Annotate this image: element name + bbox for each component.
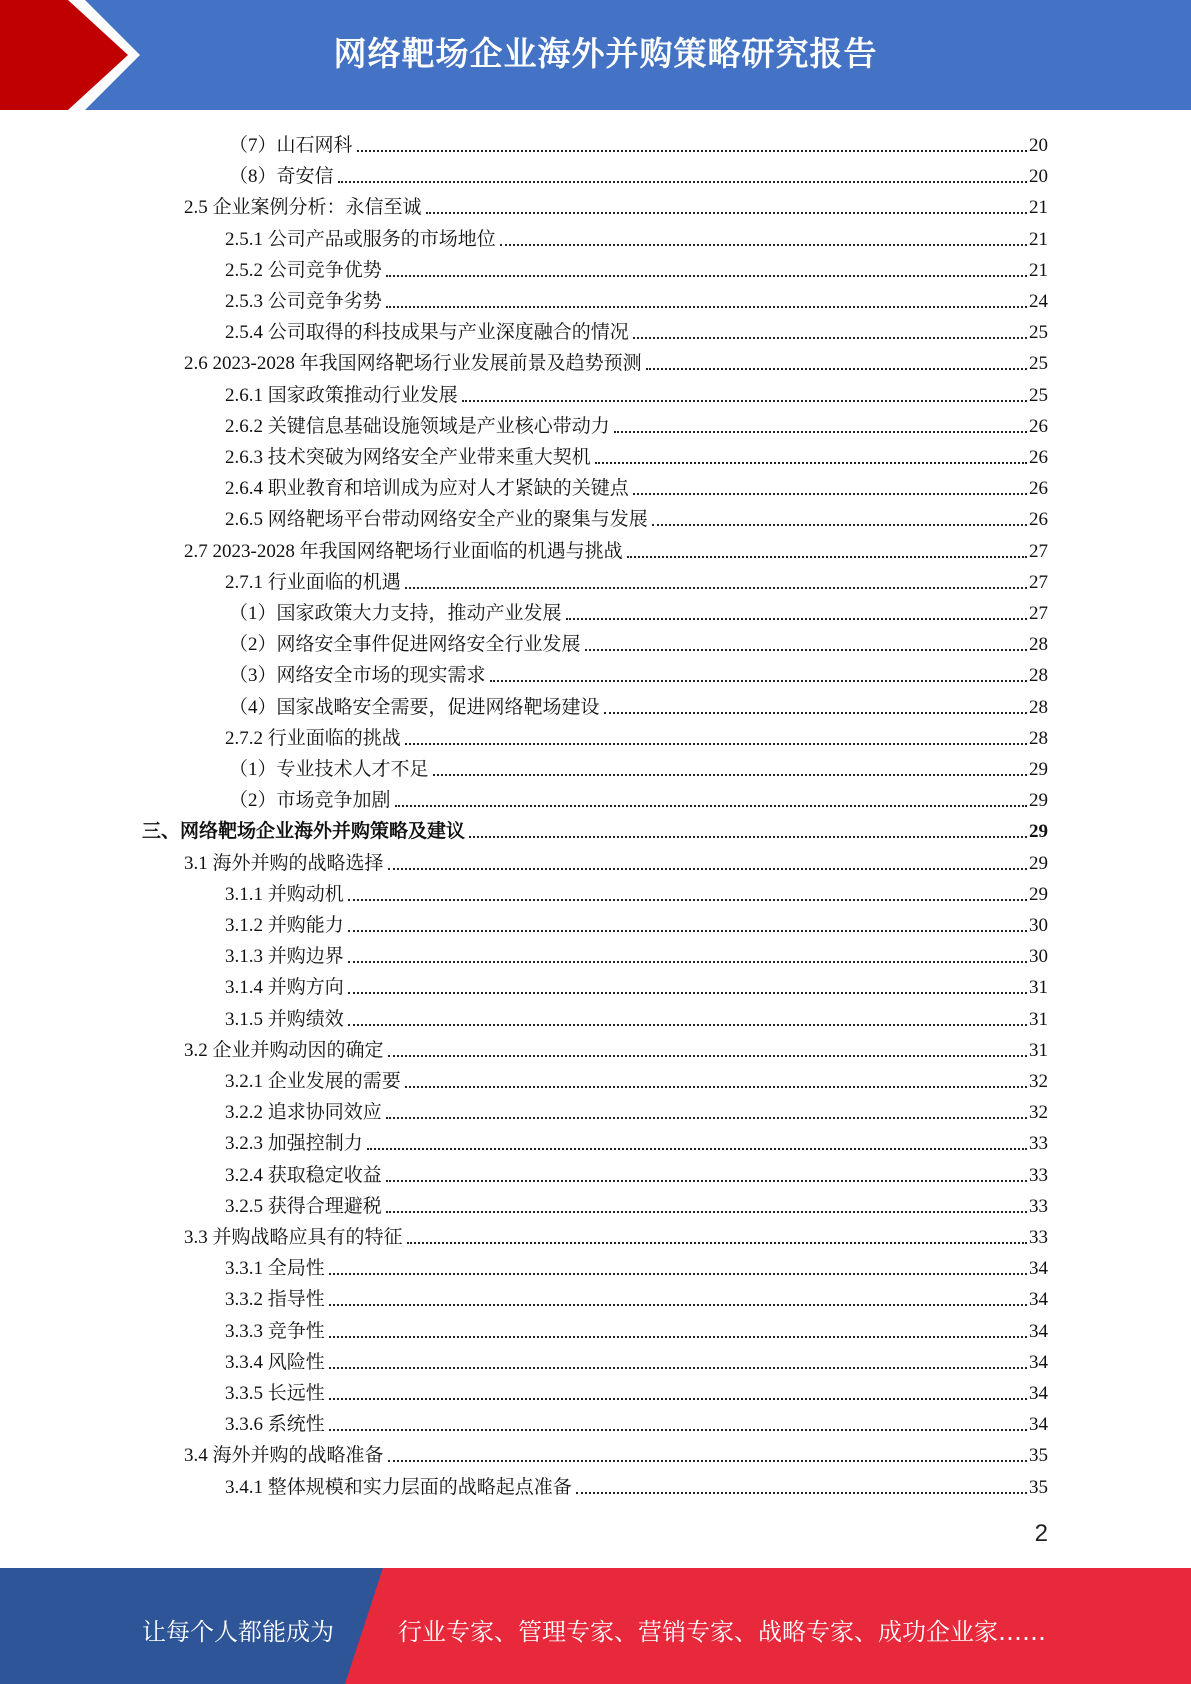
toc-entry-page: 34: [1029, 1289, 1048, 1311]
toc-leader-dots: [386, 1211, 1027, 1213]
toc-entry[interactable]: [225, 1189, 1048, 1220]
toc-entry-label: （8）奇安信: [229, 166, 334, 188]
toc-entry-page: 24: [1029, 291, 1048, 312]
toc-entry-label: 2.6.4 职业教育和培训成为应对人才紧缺的关键点: [225, 478, 629, 500]
toc-entry-page: 27: [1029, 603, 1048, 624]
toc-leader-dots: [462, 400, 1027, 402]
toc-leader-dots: [329, 1304, 1027, 1306]
toc-entry-label: （2）市场竞争加剧: [229, 790, 391, 812]
toc-entry-label: 2.6 2023-2028 年我国网络靶场行业发展前景及趋势预测: [184, 353, 642, 375]
toc-leader-dots: [604, 712, 1027, 714]
toc-leader-dots: [633, 493, 1027, 495]
toc-entry[interactable]: [225, 284, 1048, 315]
toc-leader-dots: [405, 1086, 1027, 1088]
toc-entry[interactable]: [225, 877, 1048, 908]
toc-leader-dots: [386, 1180, 1027, 1182]
toc-entry-page: 28: [1029, 665, 1048, 687]
toc-entry-page: 21: [1029, 197, 1048, 219]
toc-entry-page: 34: [1029, 1320, 1048, 1342]
toc-entry-label: 2.5.2 公司竞争优势: [225, 259, 382, 281]
toc-entry[interactable]: [225, 1126, 1048, 1157]
page-footer: [0, 1568, 1191, 1684]
toc-entry-label: 三、网络靶场企业海外并购策略及建议: [142, 821, 466, 843]
toc-leader-dots: [395, 805, 1027, 807]
toc-entry-label: 2.6.1 国家政策推动行业发展: [225, 384, 458, 406]
toc-entry-page: 21: [1029, 228, 1048, 250]
toc-entry[interactable]: [225, 565, 1048, 596]
toc-leader-dots: [407, 1242, 1027, 1244]
toc-entry-label: 2.6.5 网络靶场平台带动网络安全产业的聚集与发展: [225, 509, 648, 531]
toc-entry-label: 3.3.5 长远性: [225, 1383, 325, 1404]
toc-entry-page: 26: [1029, 447, 1048, 468]
toc-entry-label: 3.2.3 加强控制力: [225, 1133, 363, 1155]
toc-entry[interactable]: [225, 253, 1048, 284]
toc-entry-page: 33: [1029, 1227, 1048, 1248]
toc-entry[interactable]: [225, 1376, 1048, 1407]
toc-entry-label: 2.7.2 行业面临的挑战: [225, 727, 401, 749]
toc-entry-label: 3.3.6 系统性: [225, 1414, 325, 1436]
toc-entry-page: 33: [1029, 1195, 1048, 1217]
toc-entry[interactable]: [142, 814, 1048, 845]
toc-leader-dots: [348, 930, 1027, 932]
toc-leader-dots: [405, 743, 1027, 745]
toc-entry-page: 35: [1029, 1445, 1048, 1467]
toc-entry[interactable]: [229, 128, 1048, 159]
toc-entry-page: 25: [1029, 384, 1048, 406]
toc-entry-label: 3.1.4 并购方向: [225, 977, 344, 999]
toc-entry[interactable]: [225, 409, 1048, 440]
toc-entry[interactable]: [225, 471, 1048, 502]
toc-entry[interactable]: [184, 1220, 1048, 1251]
toc-entry[interactable]: [225, 1158, 1048, 1189]
toc-entry-page: 29: [1029, 883, 1048, 905]
toc-entry-label: 2.7.1 行业面临的机遇: [225, 571, 401, 593]
toc-entry[interactable]: [229, 627, 1048, 658]
toc-leader-dots: [329, 1336, 1027, 1338]
toc-entry-page: 29: [1029, 821, 1048, 843]
toc-leader-dots: [357, 150, 1027, 152]
toc-leader-dots: [576, 1492, 1027, 1494]
toc-entry[interactable]: [225, 1064, 1048, 1095]
toc-entry-page: 28: [1029, 696, 1048, 718]
toc-entry-label: 3.2.1 企业发展的需要: [225, 1071, 401, 1092]
toc-leader-dots: [646, 368, 1027, 370]
toc-leader-dots: [633, 337, 1027, 339]
toc-entry-label: 2.7 2023-2028 年我国网络靶场行业面临的机遇与挑战: [184, 540, 623, 562]
toc-leader-dots: [433, 774, 1027, 776]
toc-entry-label: 3.4 海外并购的战略准备: [184, 1445, 384, 1467]
toc-entry[interactable]: [225, 970, 1048, 1001]
toc-entry-label: 3.1.1 并购动机: [225, 883, 344, 905]
toc-entry-label: 3.3.1 全局性: [225, 1258, 325, 1280]
toc-entry-label: 2.5.1 公司产品或服务的市场地位: [225, 228, 496, 250]
toc-entry[interactable]: [184, 346, 1048, 377]
toc-leader-dots: [595, 462, 1027, 464]
toc-leader-dots: [348, 992, 1027, 994]
toc-entry[interactable]: [225, 1345, 1048, 1376]
toc-entry-label: （7）山石网科: [229, 135, 353, 156]
toc-entry[interactable]: [225, 908, 1048, 939]
toc-leader-dots: [329, 1367, 1027, 1369]
toc-entry[interactable]: [225, 1470, 1048, 1501]
toc-leader-dots: [386, 1117, 1027, 1119]
toc-entry-label: 3.2.4 获取稳定收益: [225, 1164, 382, 1186]
toc-leader-dots: [585, 649, 1027, 651]
toc-entry-page: 20: [1029, 166, 1048, 188]
toc-entry-label: 2.5.3 公司竞争劣势: [225, 291, 382, 312]
toc-entry-page: 27: [1029, 540, 1048, 562]
toc-entry[interactable]: [225, 1002, 1048, 1033]
toc-leader-dots: [566, 618, 1027, 620]
toc-entry-page: 33: [1029, 1164, 1048, 1186]
toc-entry-label: 3.1.2 并购能力: [225, 915, 344, 936]
toc-leader-dots: [388, 868, 1027, 870]
toc-leader-dots: [386, 306, 1027, 308]
toc-entry-label: 3.1.5 并购绩效: [225, 1008, 344, 1030]
toc-entry[interactable]: [225, 315, 1048, 346]
toc-leader-dots: [469, 836, 1027, 838]
toc-entry[interactable]: [225, 1314, 1048, 1345]
toc-entry-label: （1）国家政策大力支持，推动产业发展: [229, 603, 562, 624]
toc-entry[interactable]: [229, 752, 1048, 783]
toc-entry[interactable]: [229, 783, 1048, 814]
toc-entry-page: 26: [1029, 415, 1048, 437]
toc-entry-page: 29: [1029, 852, 1048, 874]
footer-slogan-right: 行业专家、管理专家、营销专家、战略专家、成功企业家……: [398, 1618, 1046, 1646]
toc-entry-label: 3.2 企业并购动因的确定: [184, 1039, 384, 1061]
toc-entry-page: 33: [1029, 1133, 1048, 1155]
toc-entry-page: 27: [1029, 571, 1048, 593]
toc-leader-dots: [329, 1273, 1027, 1275]
toc-entry-label: 2.5.4 公司取得的科技成果与产业深度融合的情况: [225, 322, 629, 344]
toc-leader-dots: [500, 244, 1027, 246]
toc-entry-page: 32: [1029, 1102, 1048, 1124]
toc-leader-dots: [490, 680, 1027, 682]
toc-entry-page: 31: [1029, 1039, 1048, 1061]
toc-entry[interactable]: [184, 1033, 1048, 1064]
toc-entry-label: 3.1 海外并购的战略选择: [184, 852, 384, 874]
toc-leader-dots: [426, 212, 1027, 214]
toc-entry-page: 34: [1029, 1258, 1048, 1280]
toc-entry[interactable]: [225, 939, 1048, 970]
toc-entry-page: 34: [1029, 1414, 1048, 1436]
toc-entry-page: 30: [1029, 915, 1048, 936]
toc-entry-label: 3.4.1 整体规模和实力层面的战略起点准备: [225, 1476, 572, 1498]
toc-leader-dots: [329, 1398, 1027, 1400]
toc-entry[interactable]: [184, 534, 1048, 565]
toc-entry-page: 29: [1029, 790, 1048, 812]
toc-entry-label: 3.1.3 并购边界: [225, 946, 344, 968]
toc-entry[interactable]: [225, 1251, 1048, 1282]
page-header: [0, 0, 1191, 110]
toc-entry[interactable]: [229, 658, 1048, 689]
toc-leader-dots: [338, 181, 1027, 183]
toc-entry-label: 3.2.5 获得合理避税: [225, 1195, 382, 1217]
toc-entry-page: 25: [1029, 322, 1048, 344]
toc-leader-dots: [348, 961, 1027, 963]
toc-entry-page: 32: [1029, 1071, 1048, 1092]
toc-entry-label: 2.6.3 技术突破为网络安全产业带来重大契机: [225, 447, 591, 468]
footer-slogan-left: 让每个人都能成为: [142, 1618, 334, 1646]
toc-entry[interactable]: [225, 222, 1048, 253]
toc-leader-dots: [405, 587, 1027, 589]
toc-entry-label: 3.3.3 竞争性: [225, 1320, 325, 1342]
toc-entry-page: 26: [1029, 509, 1048, 531]
toc-entry-label: （2）网络安全事件促进网络安全行业发展: [229, 634, 581, 656]
toc-entry[interactable]: [225, 1282, 1048, 1313]
toc-entry-page: 28: [1029, 634, 1048, 656]
toc-entry[interactable]: [229, 690, 1048, 721]
toc-entry-page: 21: [1029, 259, 1048, 281]
toc-leader-dots: [348, 1024, 1027, 1026]
toc-leader-dots: [652, 524, 1027, 526]
toc-leader-dots: [348, 899, 1027, 901]
toc-entry[interactable]: [225, 378, 1048, 409]
page-number: 2: [1034, 1520, 1048, 1547]
toc-entry[interactable]: [225, 440, 1048, 471]
toc-entry[interactable]: [225, 502, 1048, 533]
toc-leader-dots: [627, 556, 1027, 558]
toc-leader-dots: [329, 1429, 1027, 1431]
toc-entry-page: 29: [1029, 759, 1048, 780]
toc-entry-page: 25: [1029, 353, 1048, 375]
toc-entry-label: （1）专业技术人才不足: [229, 759, 429, 780]
toc-entry-label: 3.3 并购战略应具有的特征: [184, 1227, 403, 1248]
toc-entry-label: （4）国家战略安全需要，促进网络靶场建设: [229, 696, 600, 718]
toc-entry-page: 30: [1029, 946, 1048, 968]
toc-entry-page: 34: [1029, 1351, 1048, 1373]
toc-entry-page: 34: [1029, 1383, 1048, 1404]
toc-leader-dots: [367, 1148, 1027, 1150]
toc-leader-dots: [388, 1055, 1027, 1057]
toc-entry-label: （3）网络安全市场的现实需求: [229, 665, 486, 687]
toc-entry[interactable]: [229, 596, 1048, 627]
toc-entry-page: 31: [1029, 1008, 1048, 1030]
toc-entry-label: 3.3.4 风险性: [225, 1351, 325, 1373]
toc-entry-page: 20: [1029, 135, 1048, 156]
toc-leader-dots: [388, 1460, 1027, 1462]
toc-entry[interactable]: [184, 190, 1048, 221]
toc-leader-dots: [386, 275, 1027, 277]
toc-entry[interactable]: [225, 721, 1048, 752]
toc-entry-page: 26: [1029, 478, 1048, 500]
toc-entry-page: 28: [1029, 727, 1048, 749]
toc-entry-label: 3.2.2 追求协同效应: [225, 1102, 382, 1124]
toc-entry[interactable]: [184, 846, 1048, 877]
toc-entry-label: 2.5 企业案例分析：永信至诚: [184, 197, 422, 219]
toc-entry[interactable]: [184, 1438, 1048, 1469]
toc-entry-label: 3.3.2 指导性: [225, 1289, 325, 1311]
report-title: 网络靶场企业海外并购策略研究报告: [333, 34, 878, 73]
toc-entry-page: 35: [1029, 1476, 1048, 1498]
toc-entry-label: 2.6.2 关键信息基础设施领域是产业核心带动力: [225, 415, 610, 437]
toc-entry[interactable]: [225, 1407, 1048, 1438]
toc-entry-page: 31: [1029, 977, 1048, 999]
toc-entry[interactable]: [229, 159, 1048, 190]
toc-entry[interactable]: [225, 1095, 1048, 1126]
toc-leader-dots: [614, 431, 1027, 433]
